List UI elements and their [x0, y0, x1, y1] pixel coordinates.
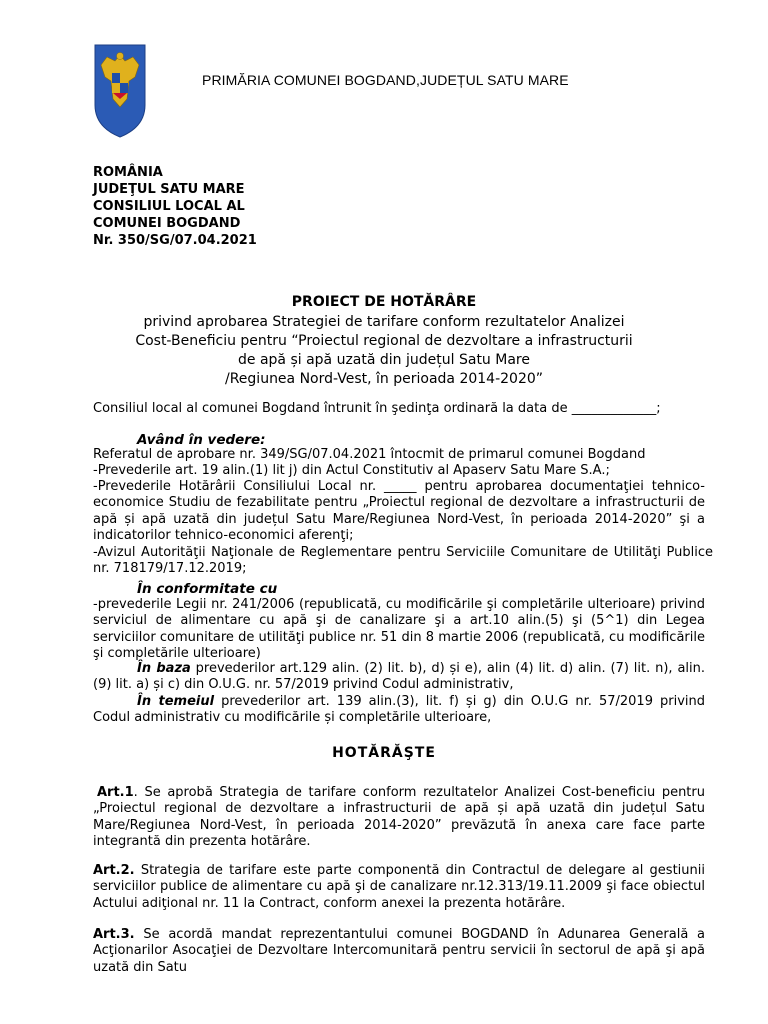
title-line-2: Cost-Beneficiu pentru “Proiectul regional de dezvoltare a infrastructurii [135, 333, 633, 349]
article-1-text: . Se aprobă Strategia de tarifare conform rezultatelor Analizei Cost-beneficiu pentru „Proiectul regional de dezvoltare a infrastructurii de apă și apă uzată din județul Satu Mare/Regiunea Nord-Vest, în perioada 2014-2020” prevăzută în anexa care face parte integrantă din prezenta hotărâre. [93, 785, 705, 849]
avand-heading: Având în vedere: [137, 432, 266, 448]
article-3 [93, 927, 705, 976]
council-label-2: COMUNEI BOGDAND [93, 216, 241, 231]
decision-heading: HOTĂRĂŞTE [332, 745, 436, 761]
document-number: Nr. 350/SG/07.04.2021 [93, 233, 257, 248]
avand-item-3: -Prevederile Hotărârii Consiliului Local nr. _____ pentru aprobarea documentaţiei tehnico-economice Studiu de fezabilitate pentru „Proiectul regional de dezvoltare a infrastructurii de apă și apă uzată din județul Satu Mare/Regiunea Nord-Vest, în perioada 2014-2020” şi a indicatorilor tehnico-economici aferenţi; [93, 479, 705, 543]
intro-paragraph: Consiliul local al comunei Bogdand întrunit în şedinţa ordinară la data de _____________; [93, 401, 661, 416]
avand-item-1: Referatul de aprobare nr. 349/SG/07.04.2021 întocmit de primarul comunei Bogdand [93, 447, 646, 462]
title-main: PROIECT DE HOTĂRÂRE [291, 294, 477, 310]
temeiul-lead: În temeiul [137, 694, 215, 709]
article-2-text: Strategia de tarifare este parte componentă din Contractul de delegare al gestiunii serviciilor publice de alimentare cu apă şi de canalizare nr.12.313/19.11.2009 şi face obiectul Actului adiţional nr. 11 la Contract, conform anexei la prezenta hotărâre. [93, 863, 705, 911]
temeiul-text: prevederilor art. 139 alin.(3), lit. f) și g) din O.U.G nr. 57/2019 privind Codul administrativ cu modificările și completările ulterioare, [93, 694, 705, 726]
conformitate-text: -prevederile Legii nr. 241/2006 (republicată, cu modificările şi completările ulterioare) privind serviciul de alimentare cu apă şi de canalizare şi a art.10 alin.(5) şi (5^1) din Legea serviciilor comunitare de utilităţi publice nr. 51 din 8 martie 2006 (republicată, cu modificările şi completările ulterioare) [93, 597, 705, 661]
baza-paragraph [93, 661, 705, 694]
article-3-label: Art.3. [93, 927, 135, 942]
article-1-label: Art.1 [97, 785, 134, 800]
institution-header: PRIMĂRIA COMUNEI BOGDAND,JUDEȚUL SATU MARE [202, 72, 569, 88]
county-label: JUDEŢUL SATU MARE [93, 182, 245, 197]
article-2-label: Art.2. [93, 863, 135, 878]
baza-lead: În baza [137, 661, 191, 676]
country-label: ROMÂNIA [93, 165, 163, 180]
council-label-1: CONSILIUL LOCAL AL [93, 199, 245, 214]
article-3-text: Se acordă mandat reprezentantului comunei BOGDAND în Adunarea Generală a Acţionarilor Asocaţiei de Dezvoltare Intercomunitară pentru servicii în sectorul de apă şi apă uzată din Satu [93, 927, 705, 975]
conformitate-heading: În conformitate cu [137, 581, 278, 597]
avand-item-2: -Prevederile art. 19 alin.(1) lit j) din Actul Constitutiv al Apaserv Satu Mare S.A.; [93, 463, 610, 478]
title-line-3: de apă și apă uzată din județul Satu Mare [238, 352, 530, 368]
avand-item-4: -Avizul Autorităţii Naţionale de Reglementare pentru Serviciile Comunitare de Utilităţi Publice nr. 718179/17.12.2019; [93, 545, 713, 577]
coat-of-arms-emblem [93, 43, 147, 139]
baza-text: prevederilor art.129 alin. (2) lit. b), d) și e), alin (4) lit. d) alin. (7) lit. n), alin. (9) lit. a) și c) din O.U.G. nr. 57/2019 privind Codul administrativ, [93, 661, 705, 693]
article-2 [93, 863, 705, 912]
article-1 [93, 785, 705, 850]
temeiul-paragraph [93, 694, 705, 727]
document-title [60, 293, 708, 389]
address-block [93, 164, 257, 249]
title-line-4: /Regiunea Nord-Vest, în perioada 2014-2020” [224, 371, 544, 387]
title-line-1: privind aprobarea Strategiei de tarifare conform rezultatelor Analizei [143, 314, 625, 330]
